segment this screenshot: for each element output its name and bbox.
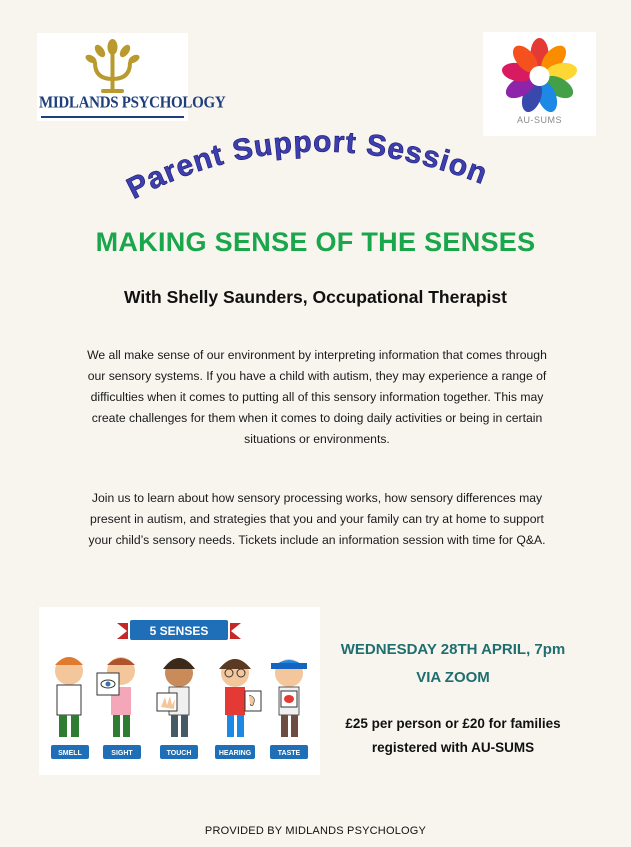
smell-child-figure	[55, 657, 83, 737]
hearing-child-figure	[219, 659, 261, 737]
event-location-line: VIA ZOOM	[416, 669, 490, 686]
paragraph-line: create challenges for them when it comes to doing daily activities or being in certain	[91, 411, 543, 425]
label-smell: SMELL	[58, 750, 82, 757]
rainbow-hands-icon	[483, 32, 596, 116]
details-paragraph	[50, 488, 584, 551]
price-line: registered with AU-SUMS	[371, 740, 535, 755]
paragraph-line: our sensory systems. If you have a child with autism, they may experience a range of	[87, 369, 547, 383]
label-taste: TASTE	[277, 750, 301, 757]
paragraph-line: present in autism, and strategies that you and your family can try at home to support	[90, 512, 544, 526]
label-touch: TOUCH	[166, 750, 192, 757]
paragraph-line: situations or environments.	[244, 432, 390, 446]
paragraph-line: Join us to learn about how sensory processing works, how sensory differences may	[91, 491, 543, 505]
curved-heading-text: Parent Support Session	[121, 125, 493, 206]
svg-text:Parent Support Session	[122, 126, 493, 206]
five-senses-illustration	[39, 607, 320, 775]
label-sight: SIGHT	[111, 750, 133, 757]
curved-heading	[90, 105, 530, 230]
paragraph-line: We all make sense of our environment by interpreting information that comes through	[87, 348, 547, 362]
price-line: £25 per person or £20 for families	[345, 716, 561, 731]
au-sums-wordmark: AU-SUMS	[516, 115, 562, 125]
sight-child-figure	[97, 657, 135, 737]
taste-child-figure	[271, 659, 309, 737]
midlands-psychology-wordmark: MIDLANDS PSYCHOLOGY	[39, 93, 226, 113]
label-hearing: HEARING	[218, 750, 252, 757]
paragraph-line: your child’s sensory needs. Tickets include an information session with time for Q&A.	[88, 533, 546, 547]
senses-artwork	[39, 607, 320, 775]
event-datetime	[322, 636, 584, 692]
senses-banner-text: 5 SENSES	[149, 624, 209, 638]
psi-symbol-icon	[37, 33, 188, 95]
touch-child-figure	[157, 658, 195, 737]
event-date-line: WEDNESDAY 28TH APRIL, 7pm	[340, 641, 566, 658]
page-title: MAKING SENSE OF THE SENSES	[95, 227, 536, 257]
paragraph-line: difficulties when it comes to putting all of this sensory information together. This may	[90, 390, 544, 404]
presenter-subtitle: With Shelly Saunders, Occupational Therapist	[124, 287, 507, 307]
footer-credit: PROVIDED BY MIDLANDS PSYCHOLOGY	[204, 825, 427, 837]
intro-paragraph	[50, 345, 584, 450]
event-pricing	[322, 712, 584, 760]
